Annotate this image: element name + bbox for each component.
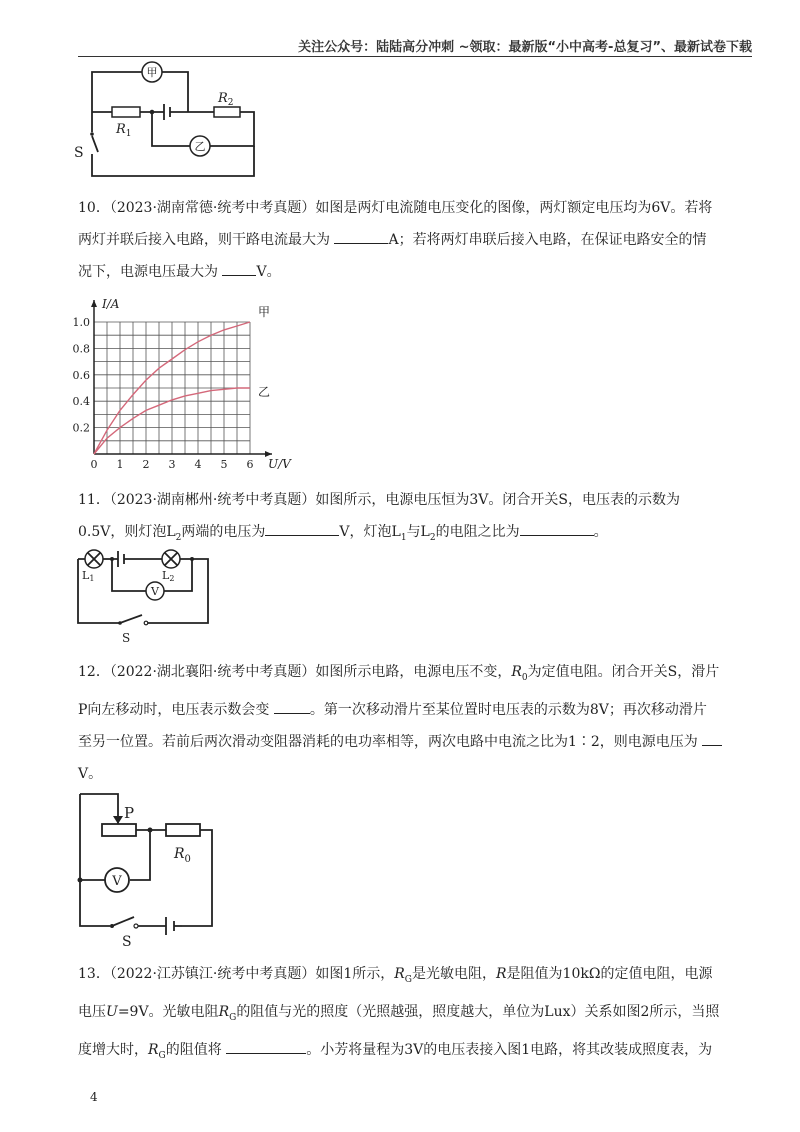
question-10	[78, 192, 738, 288]
q10-line1: 10．（2023·湖南常德·统考中考真题）如图是两灯电流随电压变化的图像，两灯额定电压均为6V。若将	[78, 200, 713, 216]
q11-blank-1[interactable]	[265, 521, 339, 536]
page-number: 4	[90, 1090, 98, 1104]
question-12	[78, 656, 738, 790]
q11-line1: 11．（2023·湖南郴州·统考中考真题）如图所示，电源电压恒为3V。闭合开关S，电压表的示数为	[78, 492, 680, 508]
x-tick-label: 0	[90, 458, 98, 471]
circuit-diagram-top	[70, 60, 270, 185]
switch-s-label: S	[74, 145, 84, 161]
r0-label: $R_0$	[174, 846, 191, 865]
q10-blank-1[interactable]	[334, 229, 388, 244]
circuit-diagram-q11	[70, 545, 220, 647]
r1-label: $R_1$	[116, 122, 132, 139]
switch-q11-label: S	[122, 631, 131, 645]
x-tick-label: 2	[142, 458, 150, 471]
rheostat	[102, 824, 136, 836]
y-tick-label: 0.6	[72, 368, 90, 382]
lamp-a-label: 甲	[146, 66, 158, 79]
circuit-diagram-q12	[70, 786, 220, 950]
y-tick-label: 1.0	[72, 316, 90, 329]
x-tick-label: 5	[220, 458, 228, 471]
q12-line4: V。	[78, 765, 103, 782]
chart-grid	[94, 322, 250, 454]
x-tick-label: 4	[194, 458, 202, 471]
q11-line2: 0.5V，则灯泡$L_2$两端的电压为 V，灯泡$L_1$与$L_2$的电阻之比为 。	[78, 516, 738, 554]
iv-chart	[70, 282, 310, 478]
q12-line1: 12．（2022·湖北襄阳·统考中考真题）如图所示电路，电源电压不变，$R_0$为定值电阻。闭合开关S，滑片	[78, 664, 720, 683]
svg-text:V: V	[112, 874, 122, 889]
q12-blank-2[interactable]	[702, 731, 722, 746]
series-label: 乙	[258, 385, 271, 399]
slider-p-label: P	[124, 804, 135, 822]
question-11	[78, 484, 738, 554]
chart-labels	[73, 297, 293, 471]
y-axis-label: I/A	[102, 297, 120, 311]
q12-line2: P向左移动时，电压表示数会变 。第一次移动滑片至某位置时电压表的示数为8V；再次移动滑片	[78, 694, 738, 726]
q13-line1: 13．（2022·江苏镇江·统考中考真题）如图1所示，$R_G$是光敏电阻，R是阻值为10kΩ的定值电阻，电源	[78, 966, 713, 985]
q12-blank-1[interactable]	[274, 699, 310, 714]
series-label: 甲	[258, 305, 271, 319]
resistor-r1	[112, 107, 140, 117]
q12-line3: 至另一位置。若前后两次滑动变阻器消耗的电功率相等，两次电路中电流之比为1∶2，则电源电压为	[78, 726, 738, 758]
r2-label: $R_2$	[218, 91, 234, 108]
resistor-r0	[166, 824, 200, 836]
page-header	[78, 36, 752, 57]
q13-line2: 电压U=9V。光敏电阻$R_G$的阻值与光的照度（光照越强，照度越大，单位为Lux）关系如图2所示，当照	[78, 1003, 720, 1023]
y-tick-label: 0.4	[72, 395, 90, 409]
x-tick-label: 3	[168, 458, 176, 471]
q13-blank-1[interactable]	[226, 1039, 306, 1054]
q11-blank-2[interactable]	[520, 521, 594, 536]
q13-line3: 度增大时，$R_G$的阻值将 。小芳将量程为3V的电压表接入图1电路，将其改装成照度表，为	[78, 1034, 738, 1072]
question-13	[78, 958, 738, 1071]
x-tick-label: 6	[246, 458, 254, 471]
l1-label: L1	[82, 569, 95, 583]
y-tick-label: 0.2	[72, 421, 90, 435]
x-axis-label: U/V	[268, 457, 291, 471]
q10-line3: 况下，电源电压最大为 V。	[78, 256, 738, 288]
x-tick-label: 1	[116, 458, 124, 471]
q10-line2: 两灯并联后接入电路，则干路电流最大为 A；若将两灯串联后接入电路，在保证电路安全的情	[78, 224, 738, 256]
l2-label: L2	[162, 569, 175, 583]
y-axis-arrow	[91, 300, 97, 307]
svg-text:V: V	[151, 585, 159, 598]
resistor-r2	[214, 107, 240, 117]
y-tick-label: 0.8	[72, 342, 90, 356]
switch-q12-label: S	[122, 934, 132, 950]
q10-blank-2[interactable]	[222, 261, 256, 276]
lamp-b-label: 乙	[194, 140, 206, 153]
header-text: 关注公众号：陆陆高分冲刺 ~领取：最新版“小中高考-总复习”、最新试卷下载	[298, 40, 752, 55]
